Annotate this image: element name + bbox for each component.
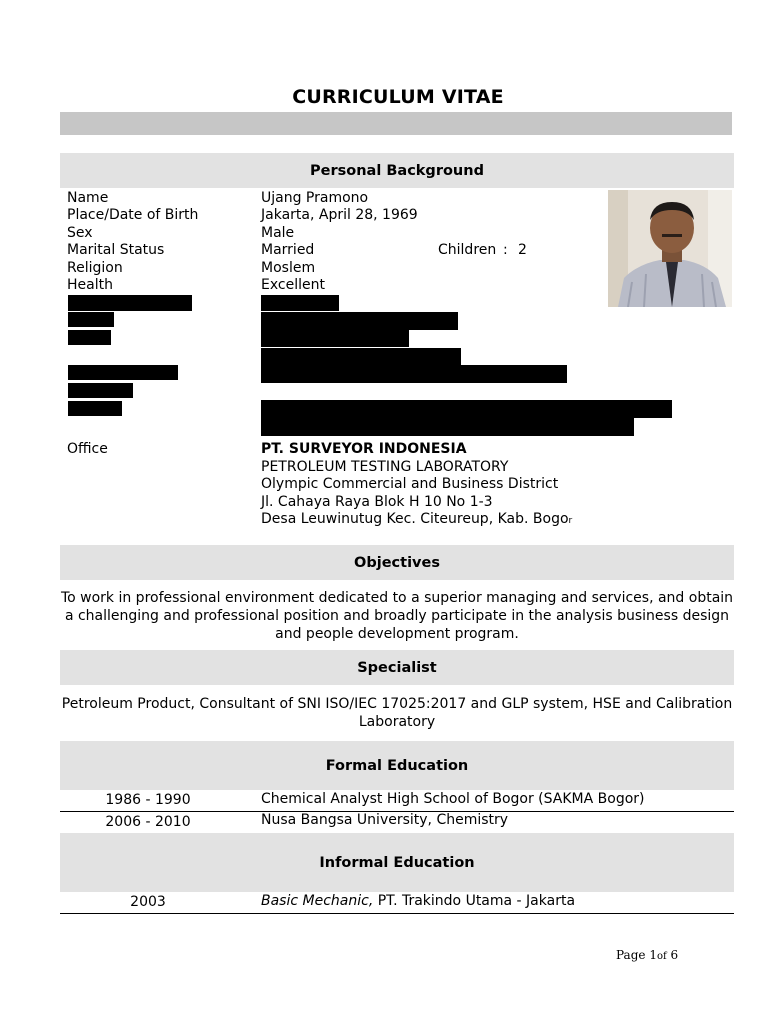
redaction-block: [261, 295, 339, 311]
objectives-line: To work in professional environment dedicated to a superior managing and services, and obtain: [60, 590, 734, 606]
redaction-block: [261, 400, 672, 418]
office-address-line: Jl. Cahaya Raya Blok H 10 No 1-3: [261, 494, 493, 510]
course-name: Basic Mechanic,: [261, 893, 374, 909]
office-address-line: Olympic Commercial and Business District: [261, 476, 559, 492]
redaction-block: [68, 401, 122, 416]
table-row: [0, 814, 768, 832]
redaction-block: [261, 312, 458, 330]
page-of-word: of: [656, 951, 667, 962]
objectives-line: and people development program.: [275, 626, 519, 642]
table-rule: [60, 913, 734, 914]
redaction-block: [261, 330, 409, 347]
education-year: 2006 - 2010: [105, 814, 191, 830]
education-detail: Chemical Analyst High School of Bogor (SAKMA Bogor): [261, 791, 645, 807]
field-label: Marital Status: [67, 242, 165, 258]
field-label: Name: [67, 190, 109, 206]
field-value: Married: [261, 242, 315, 258]
education-year: 1986 - 1990: [105, 792, 191, 808]
section-heading-objectives: Objectives: [60, 545, 734, 580]
office-row: [0, 441, 768, 459]
profile-photo: [608, 190, 732, 307]
office-line: [0, 476, 768, 494]
redaction-block: [68, 312, 114, 327]
field-value: Ujang Pramono: [261, 190, 369, 206]
children-value: 2: [518, 242, 527, 258]
field-label: Religion: [67, 260, 123, 276]
specialist-line: Petroleum Product, Consultant of SNI ISO/IEC 17025:2017 and GLP system, HSE and Calibration: [61, 696, 733, 712]
objectives-line: a challenging and professional position and broadly participate in the analysis business design: [64, 608, 730, 624]
redaction-block: [261, 365, 567, 383]
office-line: [0, 459, 768, 477]
redaction-block: [68, 383, 133, 398]
specialist-line: Laboratory: [358, 714, 436, 730]
field-value: Jakarta, April 28, 1969: [261, 207, 418, 223]
office-address-text: Desa Leuwinutug Kec. Citeureup, Kab. Bogo: [261, 511, 569, 527]
specialist-text: [60, 695, 734, 731]
redaction-block: [261, 348, 461, 365]
section-heading-personal: Personal Background: [60, 153, 734, 188]
document-title: CURRICULUM VITAE: [292, 86, 504, 108]
field-label: Sex: [67, 225, 93, 241]
education-detail: Nusa Bangsa University, Chemistry: [261, 812, 509, 828]
table-row: [0, 894, 768, 912]
office-label: Office: [67, 441, 108, 457]
redaction-block: [68, 330, 111, 345]
section-heading-specialist: Specialist: [60, 650, 734, 685]
field-label: Place/Date of Birth: [67, 207, 199, 223]
office-address-line: PETROLEUM TESTING LABORATORY: [261, 459, 509, 475]
redaction-block: [68, 295, 192, 311]
portrait-image: [608, 190, 732, 307]
office-line: [0, 494, 768, 512]
field-value: Excellent: [261, 277, 325, 293]
office-address-tail: r: [568, 516, 573, 526]
field-value: Male: [261, 225, 295, 241]
page-number: [616, 948, 678, 962]
title-divider-bar: [60, 112, 732, 135]
table-row: [0, 792, 768, 810]
field-value: Moslem: [261, 260, 316, 276]
objectives-text: [60, 589, 734, 643]
office-line: [0, 511, 768, 529]
education-detail: [261, 893, 575, 909]
page-word: Page: [616, 948, 646, 962]
office-company: PT. SURVEYOR INDONESIA: [261, 441, 467, 457]
children-separator: :: [503, 242, 508, 258]
office-address-line: [261, 511, 572, 527]
education-year: 2003: [130, 894, 166, 910]
redaction-block: [68, 365, 178, 380]
field-label: Health: [67, 277, 113, 293]
section-heading-formal-education: Formal Education: [60, 741, 734, 790]
course-provider: PT. Trakindo Utama - Jakarta: [373, 893, 576, 909]
page-total: 6: [670, 948, 679, 962]
section-heading-informal-education: Informal Education: [60, 833, 734, 892]
children-label: Children: [438, 242, 497, 258]
redaction-block: [261, 418, 634, 436]
page-current: 1: [649, 948, 657, 962]
